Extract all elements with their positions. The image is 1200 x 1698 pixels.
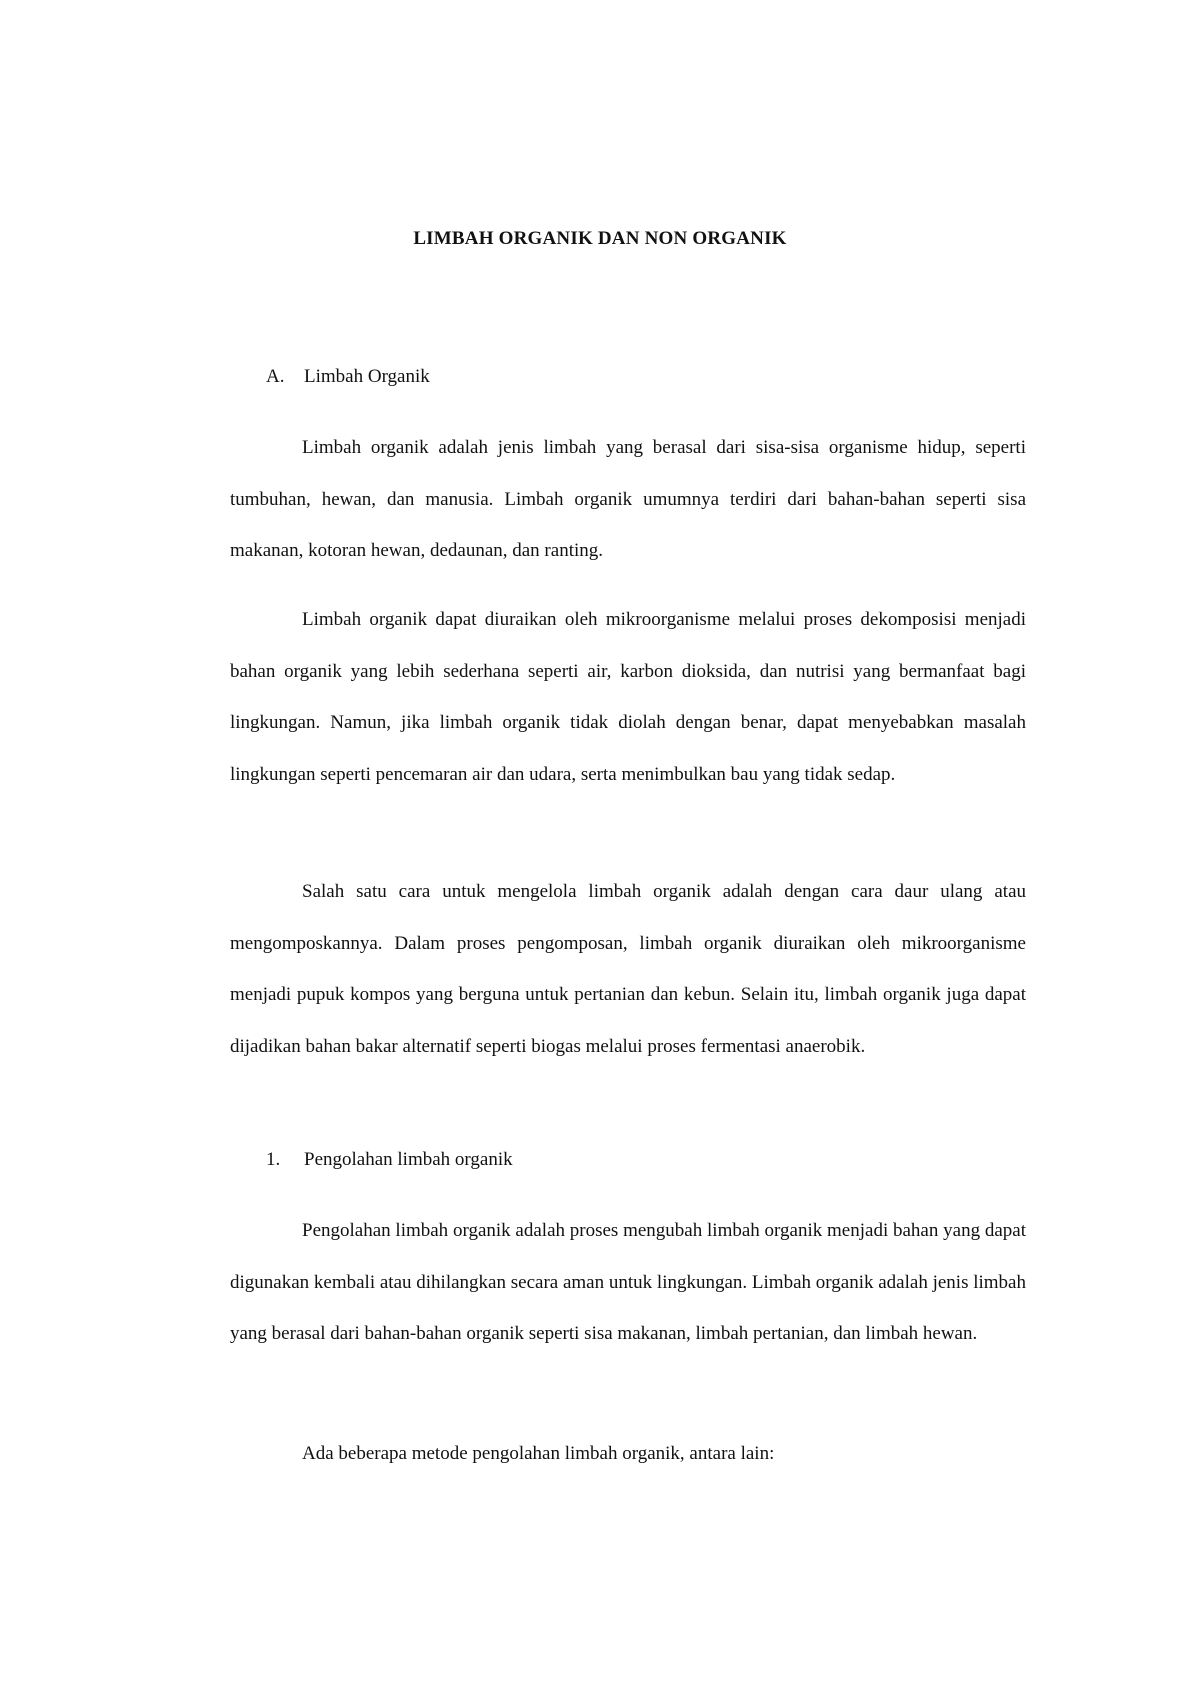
paragraph-4: Pengolahan limbah organik adalah proses mengubah limbah organik menjadi bahan yang dapat digunakan kembali atau dihilangkan secara aman untuk lingkungan. Limbah organik adalah jenis limbah yang berasal dari bahan-bahan organik seperti sisa makanan, limbah pertanian, dan limbah hewan. bbox=[230, 1220, 1026, 1344]
subsection-1-label: Pengolahan limbah organik bbox=[304, 1149, 513, 1170]
paragraph-2: Limbah organik dapat diuraikan oleh mikroorganisme melalui proses dekomposisi menjadi bahan organik yang lebih sederhana seperti air, karbon dioksida, dan nutrisi yang bermanfaat bagi lingkungan. Namun, jika limbah organik tidak diolah dengan benar, dapat menyebabkan masalah lingkungan seperti pencemaran air dan udara, serta menimbulkan bau yang tidak sedap. bbox=[230, 609, 1026, 785]
section-a-label: Limbah Organik bbox=[304, 366, 430, 387]
paragraph-5: Ada beberapa metode pengolahan limbah organik, antara lain: bbox=[302, 1443, 775, 1464]
subsection-1-marker: 1. bbox=[266, 1149, 281, 1170]
paragraph-1: Limbah organik adalah jenis limbah yang berasal dari sisa-sisa organisme hidup, seperti tumbuhan, hewan, dan manusia. Limbah organik umumnya terdiri dari bahan-bahan seperti sisa makanan, kotoran hewan, dedaunan, dan ranting. bbox=[230, 437, 1026, 561]
section-a-heading bbox=[266, 365, 866, 389]
subsection-1-heading bbox=[266, 1148, 866, 1172]
paragraph-3: Salah satu cara untuk mengelola limbah organik adalah dengan cara daur ulang atau mengomposkannya. Dalam proses pengomposan, limbah organik diuraikan oleh mikroorganisme menjadi pupuk kompos yang berguna untuk pertanian dan kebun. Selain itu, limbah organik juga dapat dijadikan bahan bakar alternatif seperti biogas melalui proses fermentasi anaerobik. bbox=[230, 881, 1026, 1057]
document-title: LIMBAH ORGANIK DAN NON ORGANIK bbox=[413, 228, 787, 249]
section-a-marker: A. bbox=[266, 366, 285, 387]
